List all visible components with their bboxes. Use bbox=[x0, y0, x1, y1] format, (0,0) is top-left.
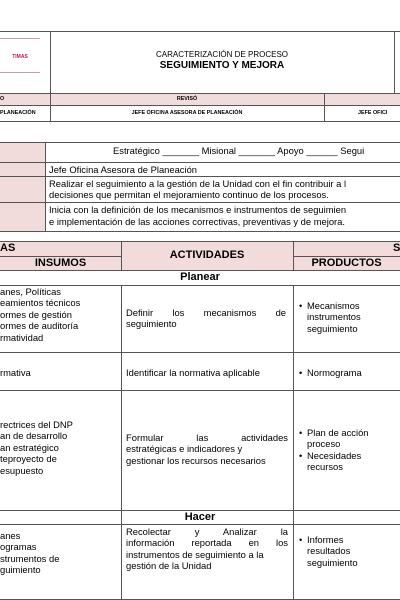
productos-cell: • Informes resultados seguimiento bbox=[299, 534, 399, 568]
approval-col1-header: O bbox=[0, 96, 5, 102]
actividad-cell: Formular las actividades estratégicas e indicadores y gestionar los recursos necesarios bbox=[126, 432, 288, 466]
insumos-cell: rmativa bbox=[0, 367, 31, 378]
approval-col3-value: JEFE OFICI bbox=[358, 110, 388, 116]
actividad-cell: Recolectar y Analizar la información reportada en los instrumentos de seguimiento a la gestión de la Unidad bbox=[126, 526, 288, 572]
process-scope-line1: Inicia con la definición de los mecanismos e instrumentos de seguimien bbox=[49, 204, 347, 215]
process-scope-line2: e implementación de las acciones correctivas, preventivas y de mejora. bbox=[49, 216, 345, 227]
process-objective-line2: decisiones que permitan el mejoramiento continuo de los procesos. bbox=[49, 189, 329, 200]
process-objective-line1: Realizar el seguimiento a la gestión de la Unidad con el fin contribuir a l bbox=[49, 178, 347, 189]
productos-cell: • Mecanismos instrumentos seguimiento bbox=[299, 300, 399, 334]
productos-cell: • Plan de acción proceso • Necesidades recursos bbox=[299, 427, 399, 473]
doc-type-title: CARACTERIZACIÓN DE PROCESO bbox=[155, 50, 288, 59]
section-title-hacer: Hacer bbox=[184, 511, 216, 523]
actividad-cell: Identificar la normativa aplicable bbox=[126, 367, 260, 378]
salidas-header: S bbox=[393, 242, 400, 254]
approval-reviso-header: REVISÓ bbox=[176, 96, 198, 102]
actividad-cell: Definir los mecanismos de seguimiento bbox=[126, 307, 286, 330]
entradas-header: AS bbox=[0, 242, 16, 254]
logo-text: TIMAS bbox=[12, 54, 28, 60]
process-leader: Jefe Oficina Asesora de Planeación bbox=[49, 164, 198, 175]
insumos-cell: rectrices del DNP an de desarrollo an estratégico teproyecto de esupuesto bbox=[0, 419, 73, 476]
insumos-cell: anes, Políticas eamientos técnicos ormes de gestión ormes de auditoría rmatividad bbox=[0, 286, 81, 343]
approval-col1-value: PLANEACIÓN bbox=[0, 110, 36, 116]
col-header-actividades: ACTIVIDADES bbox=[169, 249, 245, 261]
col-header-productos: PRODUCTOS bbox=[311, 257, 382, 269]
process-type-line: Estratégico _______ Misional _______ Apoyo ______ Segui bbox=[113, 145, 365, 156]
productos-cell: • Normograma bbox=[299, 367, 400, 378]
logo bbox=[0, 32, 50, 93]
section-title-planear: Planear bbox=[180, 271, 220, 283]
approval-reviso-value: JEFE OFICINA ASESORA DE PLANEACIÓN bbox=[131, 110, 243, 116]
col-header-insumos: INSUMOS bbox=[34, 257, 87, 269]
insumos-cell: anes ogramas strumentos de guimiento bbox=[0, 530, 60, 576]
process-name-title: SEGUIMIENTO Y MEJORA bbox=[159, 60, 285, 71]
